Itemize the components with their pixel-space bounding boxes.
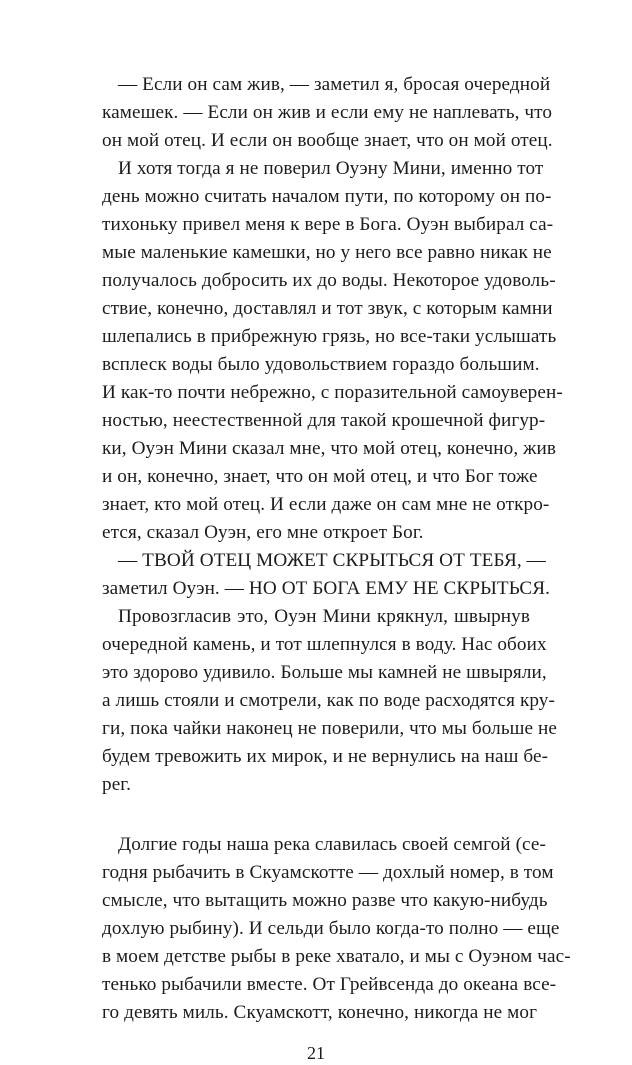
text-line: го девять миль. Скуамскотт, конечно, никогда не мог <box>102 1002 538 1023</box>
text-line: и он, конечно, знает, что он мой отец, и что Бог тоже <box>102 466 538 487</box>
text-line: дохлую рыбину). И сельди было когда-то полно — еще <box>102 918 560 939</box>
text-line: знает, кто мой отец. И если даже он сам мне не откро- <box>102 494 550 515</box>
text-line: И хотя тогда я не поверил Оуэну Мини, именно тот <box>118 158 544 179</box>
text-line: ется, сказал Оуэн, его мне откроет Бог. <box>102 522 424 543</box>
text-line: получалось добросить их до воды. Некоторое удоволь- <box>102 270 556 291</box>
text-line: будем тревожить их мирок, и не вернулись на наш бе- <box>102 746 549 767</box>
text-line: это здорово удивило. Больше мы камней не швыряли, <box>102 662 547 683</box>
text-line: ги, пока чайки наконец не поверили, что мы больше не <box>102 718 558 739</box>
text-line: тенько рыбачили вместе. От Грейвсенда до океана все- <box>102 974 557 995</box>
text-line: всплеск воды было удовольствием гораздо большим. <box>102 354 540 375</box>
text-line: очередной камень, и тот шлепнулся в воду. Нас обоих <box>102 634 547 655</box>
text-line: Провозгласив это, Оуэн Мини крякнул, швырнув <box>118 606 530 627</box>
text-line: в моем детстве рыбы в реке хватало, и мы с Оуэном час- <box>102 946 571 967</box>
text-line: камешек. — Если он жив и если ему не наплевать, что <box>102 102 553 123</box>
text-line: И как-то почти небрежно, с поразительной самоуверен- <box>102 382 563 403</box>
text-line: — Если он сам жив, — заметил я, бросая очередной <box>118 74 551 95</box>
text-line: мые маленькие камешки, но у него все равно никак не <box>102 242 552 263</box>
text-line: годня рыбачить в Скуамскотте — дохлый номер, в том <box>102 862 554 883</box>
page-number: 21 <box>307 1043 325 1063</box>
text-line: ствие, конечно, доставлял и тот звук, с которым камни <box>102 298 553 319</box>
text-line: заметил Оуэн. — НО ОТ БОГА ЕМУ НЕ СКРЫТЬСЯ. <box>102 578 551 599</box>
text-line: — ТВОЙ ОТЕЦ МОЖЕТ СКРЫТЬСЯ ОТ ТЕБЯ, — <box>118 550 546 571</box>
text-line: а лишь стояли и смотрели, как по воде расходятся кру- <box>102 690 555 711</box>
text-line: он мой отец. И если он вообще знает, что он мой отец. <box>102 130 553 151</box>
text-line: день можно считать началом пути, по которому он по- <box>102 186 552 207</box>
text-line: ностью, неестественной для такой крошечной фигур- <box>102 410 546 431</box>
text-line: смысле, что вытащить можно разве что какую-нибудь <box>102 890 548 911</box>
text-line: шлепались в прибрежную грязь, но все-таки услышать <box>102 326 557 347</box>
text-line: тихоньку привел меня к вере в Бога. Оуэн выбирал са- <box>102 214 554 235</box>
text-line: ки, Оуэн Мини сказал мне, что мой отец, конечно, жив <box>102 438 557 459</box>
text-line: рег. <box>102 774 132 795</box>
text-line: Долгие годы наша река славилась своей семгой (се- <box>118 834 547 855</box>
